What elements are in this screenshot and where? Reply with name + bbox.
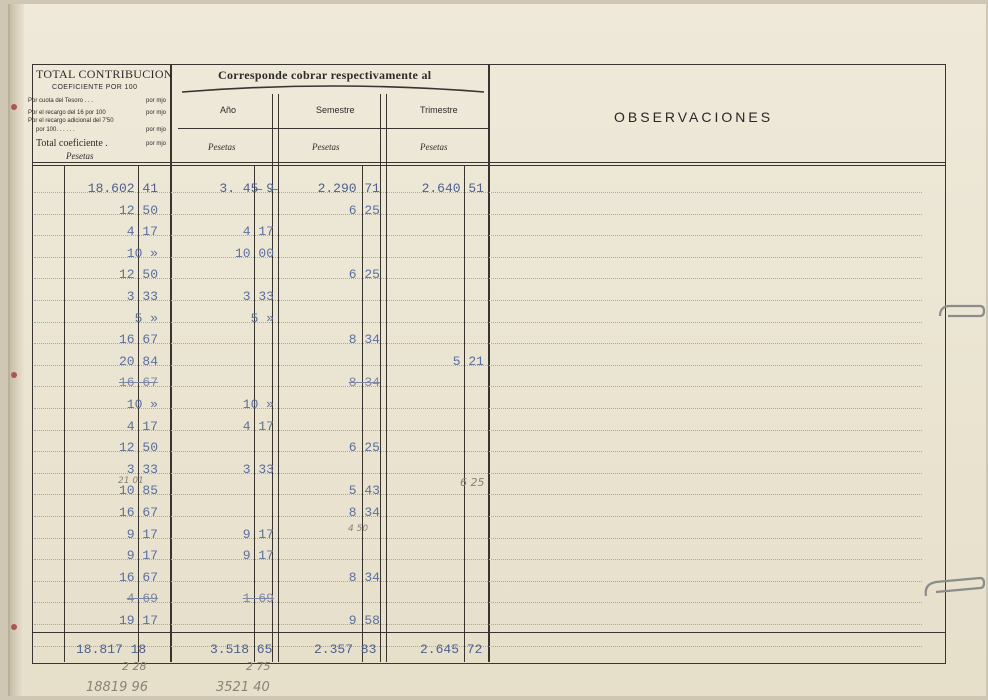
cell-ano: 10 00 [234, 245, 274, 261]
decimal-divider [254, 166, 255, 662]
unit-label: por mjo [146, 141, 167, 147]
cell-ano: 4 17 [242, 418, 274, 434]
row-recargo750-label: Por el recargo adicional del 7'50 [28, 118, 114, 124]
cell-total: 4 17 [126, 224, 158, 240]
cell-ano: 1 69 [242, 591, 274, 607]
cell-total: 12 50 [118, 267, 158, 283]
cell-ano: 10 » [242, 397, 274, 412]
cell-ano: 9 17 [242, 526, 274, 542]
cell-ano: 9 17 [242, 548, 274, 564]
pencil-note: 2 75 [246, 660, 271, 673]
paperclip-icon [936, 298, 986, 324]
pesetas-label: Pesetas [208, 142, 236, 152]
row-tesoro-label: Por cuota del Tesoro . . . [28, 98, 93, 104]
ledger-rule [34, 451, 922, 452]
cell-sem: 5 43 [348, 483, 380, 499]
column-divider [488, 64, 490, 662]
ledger-rule [34, 257, 922, 258]
cell-sem: 6 25 [348, 440, 380, 456]
cell-ano: 3 33 [242, 289, 274, 304]
ledger-rule [34, 430, 922, 431]
paperclip-icon [920, 572, 986, 604]
binding-ring [11, 104, 17, 110]
total-coeficiente-label: Total coeficiente . [36, 138, 108, 149]
cell-total: 3 33 [126, 289, 158, 304]
column-divider [272, 94, 273, 662]
ledger-rule [34, 322, 922, 323]
pencil-note: 2 28 [122, 660, 147, 673]
ledger-rule [34, 602, 922, 603]
col-ano-header: Año [220, 105, 237, 115]
pesetas-label: Pesetas [312, 142, 340, 152]
cell-ano: 4 17 [242, 224, 274, 240]
cell-sem: 8 34 [348, 569, 380, 585]
cell-total: 16 67 [118, 375, 158, 391]
pencil-note: 6 25 [460, 476, 485, 489]
cell-sem: 9 58 [348, 613, 380, 628]
grand-total: 18.817 18 [76, 642, 147, 657]
ledger-rule [34, 581, 922, 582]
binding-ring [11, 624, 17, 630]
decimal-divider [138, 166, 139, 662]
coeficiente-label: COEFICIENTE POR 100 [52, 84, 138, 91]
decimal-divider [464, 166, 465, 662]
ledger-rule [34, 516, 922, 517]
row-recargo16-label: Por el recargo del 16 por 100 [28, 110, 106, 116]
cell-total: 16 67 [118, 332, 158, 348]
col-trimestre-header: Trimestre [420, 105, 458, 115]
ledger-rule [34, 624, 922, 625]
unit-label: por mjo [146, 98, 167, 104]
subheader-rule [178, 128, 488, 129]
unit-label: por mjo [146, 110, 167, 116]
ledger-rule [34, 386, 922, 387]
row-recargo750-label: por 100. . . . . . [36, 127, 75, 133]
ledger-rule [34, 214, 922, 215]
semestre-total: 2.357 83 [314, 642, 377, 657]
cell-total: 20 84 [118, 353, 158, 369]
ledger-rule [34, 235, 922, 236]
total-contribucion-title: TOTAL CONTRIBUCION [36, 67, 173, 81]
cell-total: 10 85 [118, 483, 158, 499]
column-divider [170, 64, 172, 662]
cell-sem: 6 25 [348, 202, 380, 218]
pencil-sum: 18819 96 [86, 680, 149, 695]
ano-total: 3.518 65 [210, 642, 273, 657]
cell-tri: 5 21 [452, 353, 484, 369]
cell-total: 10 » [126, 397, 158, 412]
pesetas-label: Pesetas [66, 151, 94, 161]
observaciones-title: OBSERVACIONES [614, 109, 774, 125]
col-semestre-header: Semestre [316, 105, 355, 115]
cell-total: 16 67 [118, 505, 158, 520]
cell-total: 9 17 [126, 548, 158, 564]
ledger-rule [34, 343, 922, 344]
cell-sem: 6 25 [348, 267, 380, 283]
ledger-rule [34, 473, 922, 474]
column-divider [278, 94, 279, 662]
cell-sem: 2.290 71 [317, 181, 380, 196]
ledger-rule [34, 408, 922, 409]
pesetas-label: Pesetas [420, 142, 448, 152]
trimestre-total: 2.645 72 [420, 642, 483, 657]
column-divider [386, 94, 387, 662]
ledger-rule [34, 494, 922, 495]
cell-sem: 8 34 [348, 375, 380, 391]
pencil-note: 21 01 [118, 476, 144, 486]
cell-total: 19 17 [118, 613, 158, 628]
ledger-rule [34, 559, 922, 560]
pencil-sum: 3521 40 [216, 680, 270, 695]
corresponde-title: Corresponde cobrar respectivamente al [218, 68, 432, 82]
decorative-swash [178, 82, 488, 96]
pencil-note: 4 50 [348, 524, 369, 534]
ledger-rule [34, 278, 922, 279]
cell-total: 3 33 [126, 461, 158, 477]
ledger-rule [34, 538, 922, 539]
cell-total: 4 17 [126, 418, 158, 434]
unit-label: por mjo [146, 127, 167, 133]
cell-ano: 3. 45̶ 9̶ [219, 181, 274, 196]
cell-total: 5 » [134, 310, 158, 326]
cell-total: 12 50 [118, 440, 158, 456]
cell-total: 4 69 [126, 591, 158, 607]
cell-total: 12 50 [118, 202, 158, 218]
cell-total: 9 17 [126, 526, 158, 542]
ledger-page [8, 4, 986, 696]
cell-total: 10 » [126, 245, 158, 261]
cell-ano: 5 » [250, 310, 274, 326]
column-divider [380, 94, 381, 662]
cell-sem: 8 34 [348, 332, 380, 348]
cell-sem: 8 34 [348, 505, 380, 520]
binding-ring [11, 372, 17, 378]
cell-ano: 3 33 [242, 461, 274, 477]
totals-rule [32, 632, 946, 633]
ledger-rule [34, 300, 922, 301]
cell-total: 18.602 41 [87, 181, 158, 196]
decimal-divider [362, 166, 363, 662]
cell-tri: 2.640 51 [421, 181, 484, 196]
cell-total: 16 67 [118, 569, 158, 585]
column-divider [64, 166, 65, 662]
